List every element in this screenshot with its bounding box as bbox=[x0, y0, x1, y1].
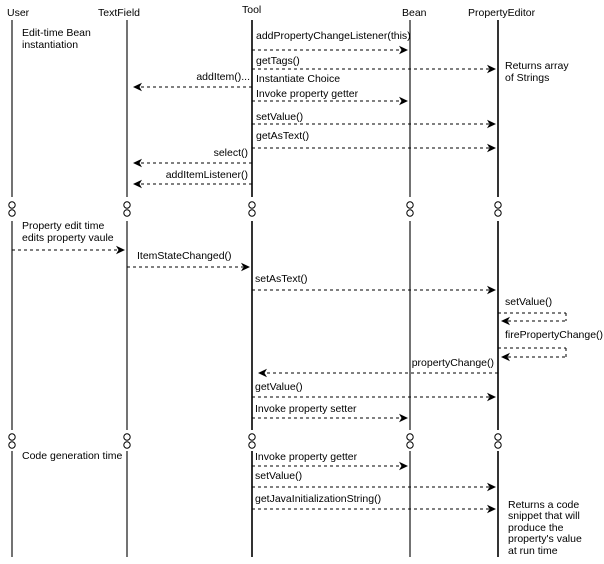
break-circle-icon bbox=[407, 434, 413, 440]
message-label: getTags() bbox=[256, 55, 300, 67]
actor-label-user: User bbox=[7, 7, 30, 19]
break-circle-icon bbox=[9, 434, 15, 440]
message-label: ItemStateChanged() bbox=[137, 250, 232, 262]
break-circle-icon bbox=[407, 210, 413, 216]
message-label: Instantiate Choice bbox=[256, 73, 341, 85]
note-line: of Strings bbox=[505, 72, 550, 84]
phase-label-line: Edit-time Bean bbox=[22, 27, 91, 39]
note-line: Returns a code bbox=[508, 499, 580, 511]
message-label: addPropertyChangeListener(this) bbox=[256, 30, 411, 42]
arrowhead-icon bbox=[116, 246, 125, 254]
message-label: setValue() bbox=[505, 296, 553, 308]
note-line: Returns array bbox=[505, 60, 569, 72]
phase-label-line: instantiation bbox=[22, 38, 79, 51]
break-circle-icon bbox=[495, 434, 501, 440]
break-circle-icon bbox=[249, 442, 255, 448]
message-label: select() bbox=[213, 147, 248, 159]
message-label: Invoke property getter bbox=[255, 451, 358, 463]
break-circle-icon bbox=[124, 210, 130, 216]
phase-label-line: Property edit time bbox=[22, 220, 105, 232]
message-label: getValue() bbox=[255, 381, 303, 393]
arrowhead-icon bbox=[399, 462, 408, 470]
break-circle-icon bbox=[9, 202, 15, 208]
break-circle-icon bbox=[124, 202, 130, 208]
message-label: addItemListener() bbox=[165, 169, 248, 181]
message-label: getAsText() bbox=[256, 130, 310, 142]
message-label: Invoke property setter bbox=[255, 403, 357, 415]
arrowhead-icon bbox=[133, 159, 142, 167]
break-circle-icon bbox=[249, 210, 255, 216]
phase-label-line: edits property vaule bbox=[22, 231, 114, 244]
break-circle-icon bbox=[495, 442, 501, 448]
actor-label-tool: Tool bbox=[242, 4, 262, 16]
actor-label-bean: Bean bbox=[402, 7, 427, 19]
break-circle-icon bbox=[249, 202, 255, 208]
note-line: at run time bbox=[508, 544, 558, 557]
actor-label-textfield: TextField bbox=[98, 7, 141, 19]
break-circle-icon bbox=[495, 210, 501, 216]
message-label: Invoke property getter bbox=[256, 88, 359, 100]
arrowhead-icon bbox=[258, 369, 267, 377]
message-label: setValue() bbox=[255, 470, 303, 482]
arrowhead-icon bbox=[399, 414, 408, 422]
arrowhead-icon bbox=[399, 46, 408, 54]
break-circle-icon bbox=[124, 434, 130, 440]
break-circle-icon bbox=[9, 210, 15, 216]
arrowhead-icon bbox=[399, 97, 408, 105]
phase-label-line: Code generation time bbox=[22, 450, 123, 462]
message-label: getJavaInitializationString() bbox=[255, 493, 382, 505]
message-label: propertyChange() bbox=[411, 357, 494, 369]
actor-label-propertyeditor: PropertyEditor bbox=[468, 7, 536, 19]
note-line: produce the bbox=[508, 521, 564, 534]
message-label: firePropertyChange() bbox=[505, 329, 604, 341]
note-line: snippet that will bbox=[508, 510, 580, 523]
break-circle-icon bbox=[124, 442, 130, 448]
arrowhead-icon bbox=[133, 83, 142, 91]
break-circle-icon bbox=[407, 202, 413, 208]
message-label: setValue() bbox=[256, 111, 304, 123]
break-circle-icon bbox=[407, 442, 413, 448]
message-label: addItem()... bbox=[196, 71, 250, 83]
break-circle-icon bbox=[249, 434, 255, 440]
message-label: setAsText() bbox=[255, 273, 308, 285]
note-line: property's value bbox=[508, 533, 582, 546]
arrowhead-icon bbox=[133, 180, 142, 188]
break-circle-icon bbox=[9, 442, 15, 448]
break-circle-icon bbox=[495, 202, 501, 208]
